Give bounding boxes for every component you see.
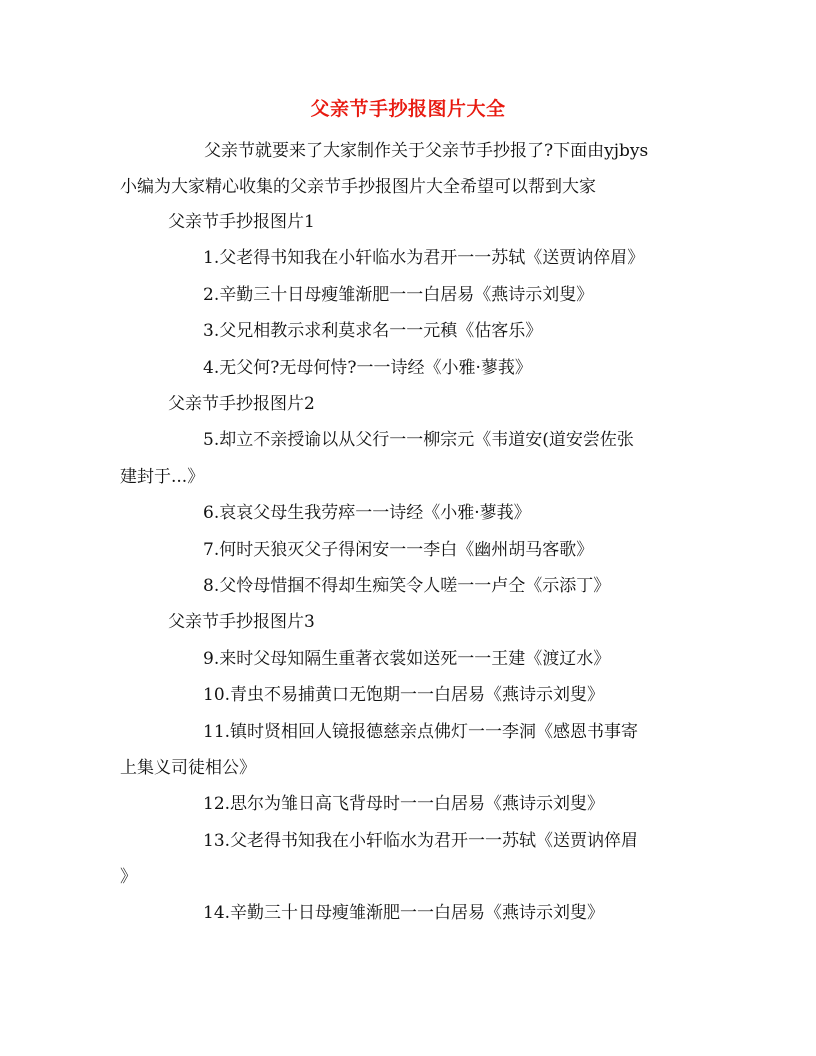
intro-paragraph-line-1 <box>120 140 648 162</box>
list-item: 13.父老得书知我在小轩临水为君开一一苏轼《送贾讷倅眉 <box>203 831 639 851</box>
section-heading-2: 父亲节手抄报图片2 <box>168 394 315 414</box>
list-item: 8.父怜母惜掴不得却生痴笑令人嗟一一卢仝《示添丁》 <box>203 576 611 596</box>
section-heading-1: 父亲节手抄报图片1 <box>168 212 315 232</box>
list-item: 11.镇时贤相回人镜报德慈亲点佛灯一一李洞《感恩书事寄 <box>203 722 639 742</box>
list-item: 9.来时父母知隔生重著衣裳如送死一一王建《渡辽水》 <box>203 649 611 669</box>
list-item-continuation: 建封于...》 <box>120 467 205 487</box>
list-item-continuation: 上集义司徒相公》 <box>120 758 256 778</box>
list-item: 7.何时天狼灭父子得闲安一一李白《幽州胡马客歌》 <box>203 540 594 560</box>
intro-paragraph-line-2: 小编为大家精心收集的父亲节手抄报图片大全希望可以帮到大家 <box>120 177 596 197</box>
list-item: 1.父老得书知我在小轩临水为君开一一苏轼《送贾讷倅眉》 <box>203 248 645 268</box>
list-item: 4.无父何?无母何恃?一一诗经《小雅·蓼莪》 <box>203 358 532 378</box>
list-item-continuation: 》 <box>120 867 137 887</box>
section-heading-3: 父亲节手抄报图片3 <box>168 612 315 632</box>
intro-text-1: 父亲节就要来了大家制作关于父亲节手抄报了?下面由yjbys <box>204 141 649 161</box>
list-item: 2.辛勤三十日母瘦雏渐肥一一白居易《燕诗示刘叟》 <box>203 285 594 305</box>
list-item: 5.却立不亲授谕以从父行一一柳宗元《韦道安(道安尝佐张 <box>203 430 634 450</box>
list-item: 12.思尔为雏日高飞背母时一一白居易《燕诗示刘叟》 <box>203 794 605 814</box>
list-item: 6.哀哀父母生我劳瘁一一诗经《小雅·蓼莪》 <box>203 503 531 523</box>
list-item: 3.父兄相教示求利莫求名一一元稹《估客乐》 <box>203 321 543 341</box>
list-item: 10.青虫不易捕黄口无饱期一一白居易《燕诗示刘叟》 <box>203 685 605 705</box>
document-title: 父亲节手抄报图片大全 <box>310 98 506 120</box>
list-item: 14.辛勤三十日母瘦雏渐肥一一白居易《燕诗示刘叟》 <box>203 903 605 923</box>
